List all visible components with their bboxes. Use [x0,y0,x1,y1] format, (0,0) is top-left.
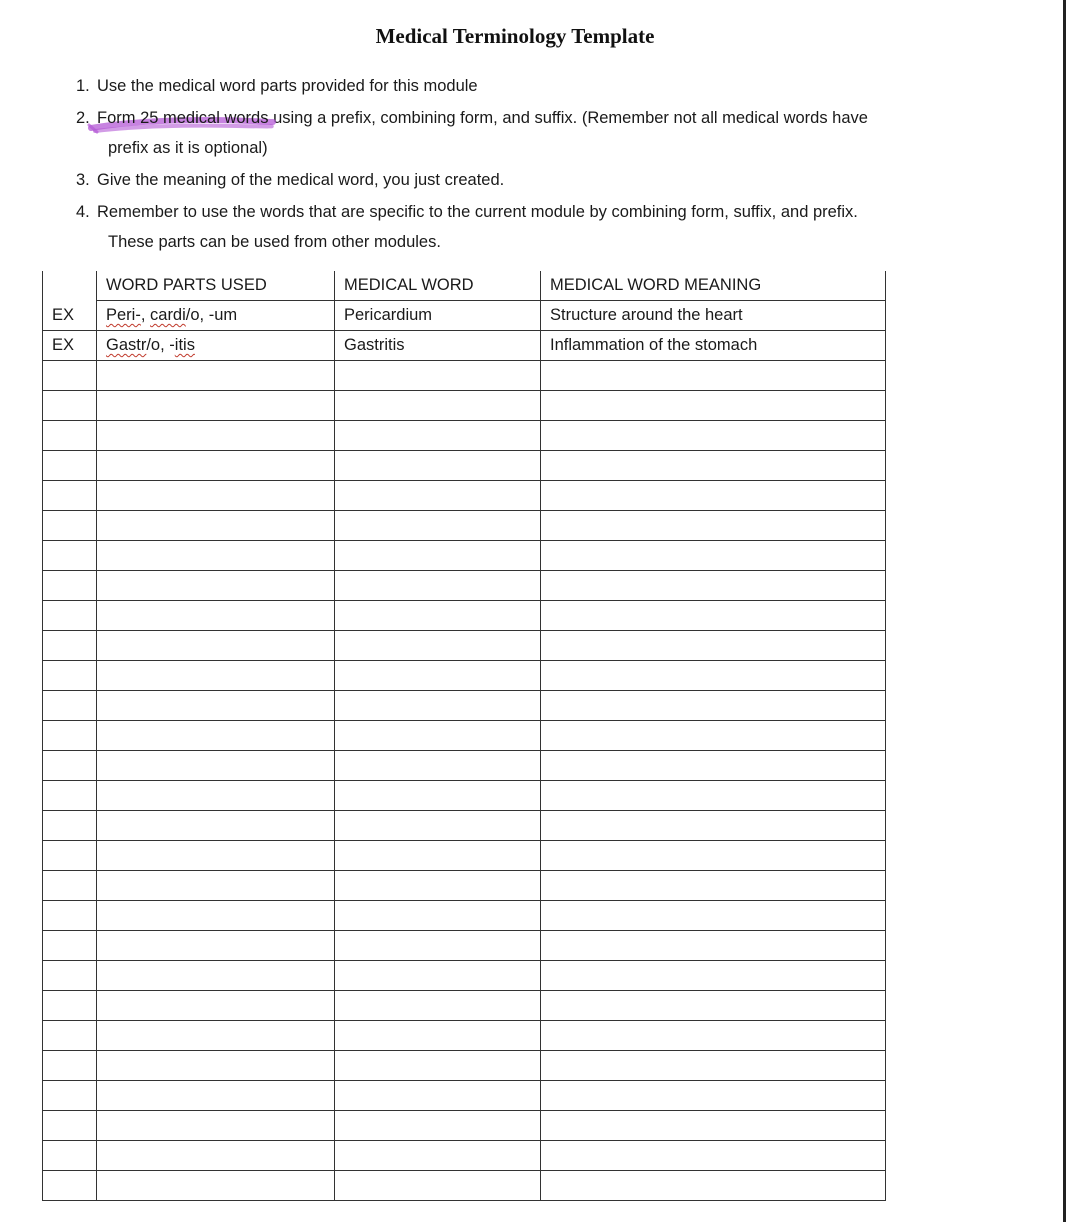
blank-row [43,811,886,841]
example-meaning[interactable]: Inflammation of the stomach [541,331,886,361]
blank-cell-word-parts[interactable] [97,991,335,1021]
example-row [43,301,886,331]
blank-cell-meaning[interactable] [541,1081,886,1111]
blank-cell-word-parts[interactable] [97,1021,335,1051]
instruction-2 [76,102,1036,134]
blank-row [43,1051,886,1081]
blank-cell-medical-word[interactable] [335,691,541,721]
blank-cell-medical-word[interactable] [335,721,541,751]
instruction-text: Use the medical word parts provided for this module [97,77,478,95]
blank-cell-label [43,931,97,961]
blank-row [43,931,886,961]
blank-cell-meaning[interactable] [541,871,886,901]
blank-cell-meaning[interactable] [541,1051,886,1081]
blank-cell-meaning[interactable] [541,511,886,541]
blank-row [43,781,886,811]
blank-row [43,631,886,661]
blank-cell-medical-word[interactable] [335,481,541,511]
example-row [43,331,886,361]
blank-cell-medical-word[interactable] [335,361,541,391]
blank-row [43,841,886,871]
blank-cell-meaning[interactable] [541,1171,886,1201]
blank-cell-word-parts[interactable] [97,631,335,661]
blank-cell-meaning[interactable] [541,841,886,871]
blank-cell-word-parts[interactable] [97,871,335,901]
blank-cell-medical-word[interactable] [335,991,541,1021]
example-meaning[interactable]: Structure around the heart [541,301,886,331]
blank-row [43,751,886,781]
blank-cell-meaning[interactable] [541,571,886,601]
instruction-4 [76,196,1036,228]
blank-row [43,361,886,391]
instruction-4-continuation: These parts can be used from other modules. [108,233,441,251]
blank-row [43,721,886,751]
blank-row [43,1111,886,1141]
header-cell-word-parts: WORD PARTS USED [97,271,335,301]
blank-row [43,541,886,571]
blank-cell-word-parts[interactable] [97,481,335,511]
blank-cell-word-parts[interactable] [97,1141,335,1171]
blank-cell-medical-word[interactable] [335,841,541,871]
blank-cell-word-parts[interactable] [97,541,335,571]
blank-cell-medical-word[interactable] [335,451,541,481]
blank-cell-meaning[interactable] [541,961,886,991]
blank-cell-meaning[interactable] [541,991,886,1021]
blank-cell-meaning[interactable] [541,811,886,841]
blank-cell-label [43,721,97,751]
blank-cell-medical-word[interactable] [335,1081,541,1111]
blank-cell-label [43,961,97,991]
blank-cell-word-parts[interactable] [97,571,335,601]
blank-cell-meaning[interactable] [541,391,886,421]
header-cell-meaning: MEDICAL WORD MEANING [541,271,886,301]
blank-cell-meaning[interactable] [541,631,886,661]
blank-cell-medical-word[interactable] [335,1171,541,1201]
blank-cell-label [43,901,97,931]
blank-cell-medical-word[interactable] [335,1141,541,1171]
blank-row [43,511,886,541]
word-part: /o, - [146,336,175,354]
blank-cell-meaning[interactable] [541,1141,886,1171]
blank-cell-meaning[interactable] [541,901,886,931]
blank-cell-meaning[interactable] [541,1111,886,1141]
blank-cell-label [43,1171,97,1201]
instruction-text: using a prefix, combining form, and suffix. (Remember not all medical words have [268,109,868,127]
blank-cell-meaning[interactable] [541,421,886,451]
blank-row [43,1021,886,1051]
header-cell [43,271,97,301]
blank-cell-label [43,541,97,571]
blank-cell-label [43,781,97,811]
blank-cell-meaning[interactable] [541,691,886,721]
blank-cell-medical-word[interactable] [335,571,541,601]
blank-cell-word-parts[interactable] [97,1081,335,1111]
blank-cell-word-parts[interactable] [97,1111,335,1141]
instruction-text: Give the meaning of the medical word, you just created. [97,171,505,189]
blank-cell-word-parts[interactable] [97,841,335,871]
blank-cell-meaning[interactable] [541,931,886,961]
blank-row [43,421,886,451]
example-label: EX [43,331,97,361]
word-part: itis [174,336,195,354]
blank-cell-word-parts[interactable] [97,781,335,811]
blank-cell-label [43,421,97,451]
blank-row [43,691,886,721]
instruction-number: 3. [76,171,90,189]
blank-cell-medical-word[interactable] [335,931,541,961]
blank-row [43,1141,886,1171]
blank-cell-medical-word[interactable] [335,1111,541,1141]
blank-cell-label [43,511,97,541]
blank-cell-word-parts[interactable] [97,421,335,451]
blank-cell-word-parts[interactable] [97,451,335,481]
blank-cell-label [43,361,97,391]
blank-row [43,661,886,691]
blank-row [43,991,886,1021]
blank-cell-word-parts[interactable] [97,961,335,991]
blank-cell-label [43,1081,97,1111]
example-word-parts[interactable] [97,331,335,361]
blank-cell-word-parts[interactable] [97,691,335,721]
instruction-1 [76,70,1036,102]
blank-cell-medical-word[interactable] [335,541,541,571]
blank-cell-medical-word[interactable] [335,601,541,631]
blank-cell-word-parts[interactable] [97,1171,335,1201]
instruction-lead: Form 25 medical words [97,109,269,127]
instruction-list [76,70,1036,258]
blank-cell-medical-word[interactable] [335,781,541,811]
word-part: cardi [150,306,186,324]
blank-cell-word-parts[interactable] [97,391,335,421]
instruction-number: 1. [76,77,90,95]
blank-row [43,571,886,601]
blank-cell-label [43,451,97,481]
blank-row [43,961,886,991]
blank-cell-label [43,1141,97,1171]
blank-cell-medical-word[interactable] [335,421,541,451]
blank-cell-word-parts[interactable] [97,931,335,961]
blank-cell-label [43,391,97,421]
header-cell-medical-word: MEDICAL WORD [335,271,541,301]
instruction-number: 4. [76,203,90,221]
blank-cell-meaning[interactable] [541,361,886,391]
blank-cell-meaning[interactable] [541,781,886,811]
example-word-parts[interactable] [97,301,335,331]
highlighted-phrase [97,102,268,134]
blank-cell-meaning[interactable] [541,601,886,631]
blank-cell-label [43,481,97,511]
example-label: EX [43,301,97,331]
blank-cell-medical-word[interactable] [335,511,541,541]
blank-cell-medical-word[interactable] [335,751,541,781]
blank-cell-label [43,631,97,661]
blank-row [43,451,886,481]
blank-cell-medical-word[interactable] [335,661,541,691]
blank-cell-label [43,841,97,871]
word-table [42,271,886,1201]
blank-row [43,481,886,511]
blank-cell-label [43,661,97,691]
blank-cell-medical-word[interactable] [335,961,541,991]
blank-cell-label [43,601,97,631]
blank-cell-meaning[interactable] [541,481,886,511]
blank-cell-medical-word[interactable] [335,631,541,661]
blank-cell-meaning[interactable] [541,721,886,751]
example-medical-word[interactable]: Gastritis [335,331,541,361]
page-title: Medical Terminology Template [375,24,655,48]
blank-cell-medical-word[interactable] [335,391,541,421]
blank-cell-word-parts[interactable] [97,511,335,541]
blank-row [43,1081,886,1111]
instruction-number: 2. [76,109,90,127]
word-part: , [140,306,151,324]
blank-cell-label [43,751,97,781]
instruction-3 [76,164,1036,196]
word-part: Peri- [106,306,141,324]
blank-cell-meaning[interactable] [541,451,886,481]
blank-cell-medical-word[interactable] [335,1021,541,1051]
blank-cell-label [43,571,97,601]
blank-cell-word-parts[interactable] [97,361,335,391]
blank-cell-meaning[interactable] [541,1021,886,1051]
blank-row [43,1171,886,1201]
blank-cell-word-parts[interactable] [97,1051,335,1081]
blank-cell-label [43,1051,97,1081]
blank-cell-word-parts[interactable] [97,901,335,931]
blank-cell-medical-word[interactable] [335,1051,541,1081]
blank-cell-label [43,871,97,901]
blank-row [43,391,886,421]
blank-cell-word-parts[interactable] [97,661,335,691]
blank-cell-medical-word[interactable] [335,901,541,931]
blank-cell-label [43,691,97,721]
blank-cell-label [43,991,97,1021]
blank-cell-word-parts[interactable] [97,721,335,751]
blank-cell-label [43,1021,97,1051]
example-medical-word[interactable]: Pericardium [335,301,541,331]
blank-cell-word-parts[interactable] [97,601,335,631]
blank-cell-medical-word[interactable] [335,871,541,901]
blank-cell-medical-word[interactable] [335,811,541,841]
blank-row [43,901,886,931]
word-part: Gastr [106,336,147,354]
instruction-text: Remember to use the words that are specific to the current module by combining form, suffix, and prefix. [97,203,858,221]
blank-cell-word-parts[interactable] [97,811,335,841]
blank-cell-meaning[interactable] [541,661,886,691]
blank-row [43,601,886,631]
table-header-row [43,271,886,301]
blank-cell-meaning[interactable] [541,751,886,781]
blank-cell-label [43,1111,97,1141]
word-part: /o, -um [185,306,238,324]
blank-cell-word-parts[interactable] [97,751,335,781]
blank-cell-meaning[interactable] [541,541,886,571]
blank-cell-label [43,811,97,841]
blank-row [43,871,886,901]
instruction-2-continuation: prefix as it is optional) [108,139,268,157]
